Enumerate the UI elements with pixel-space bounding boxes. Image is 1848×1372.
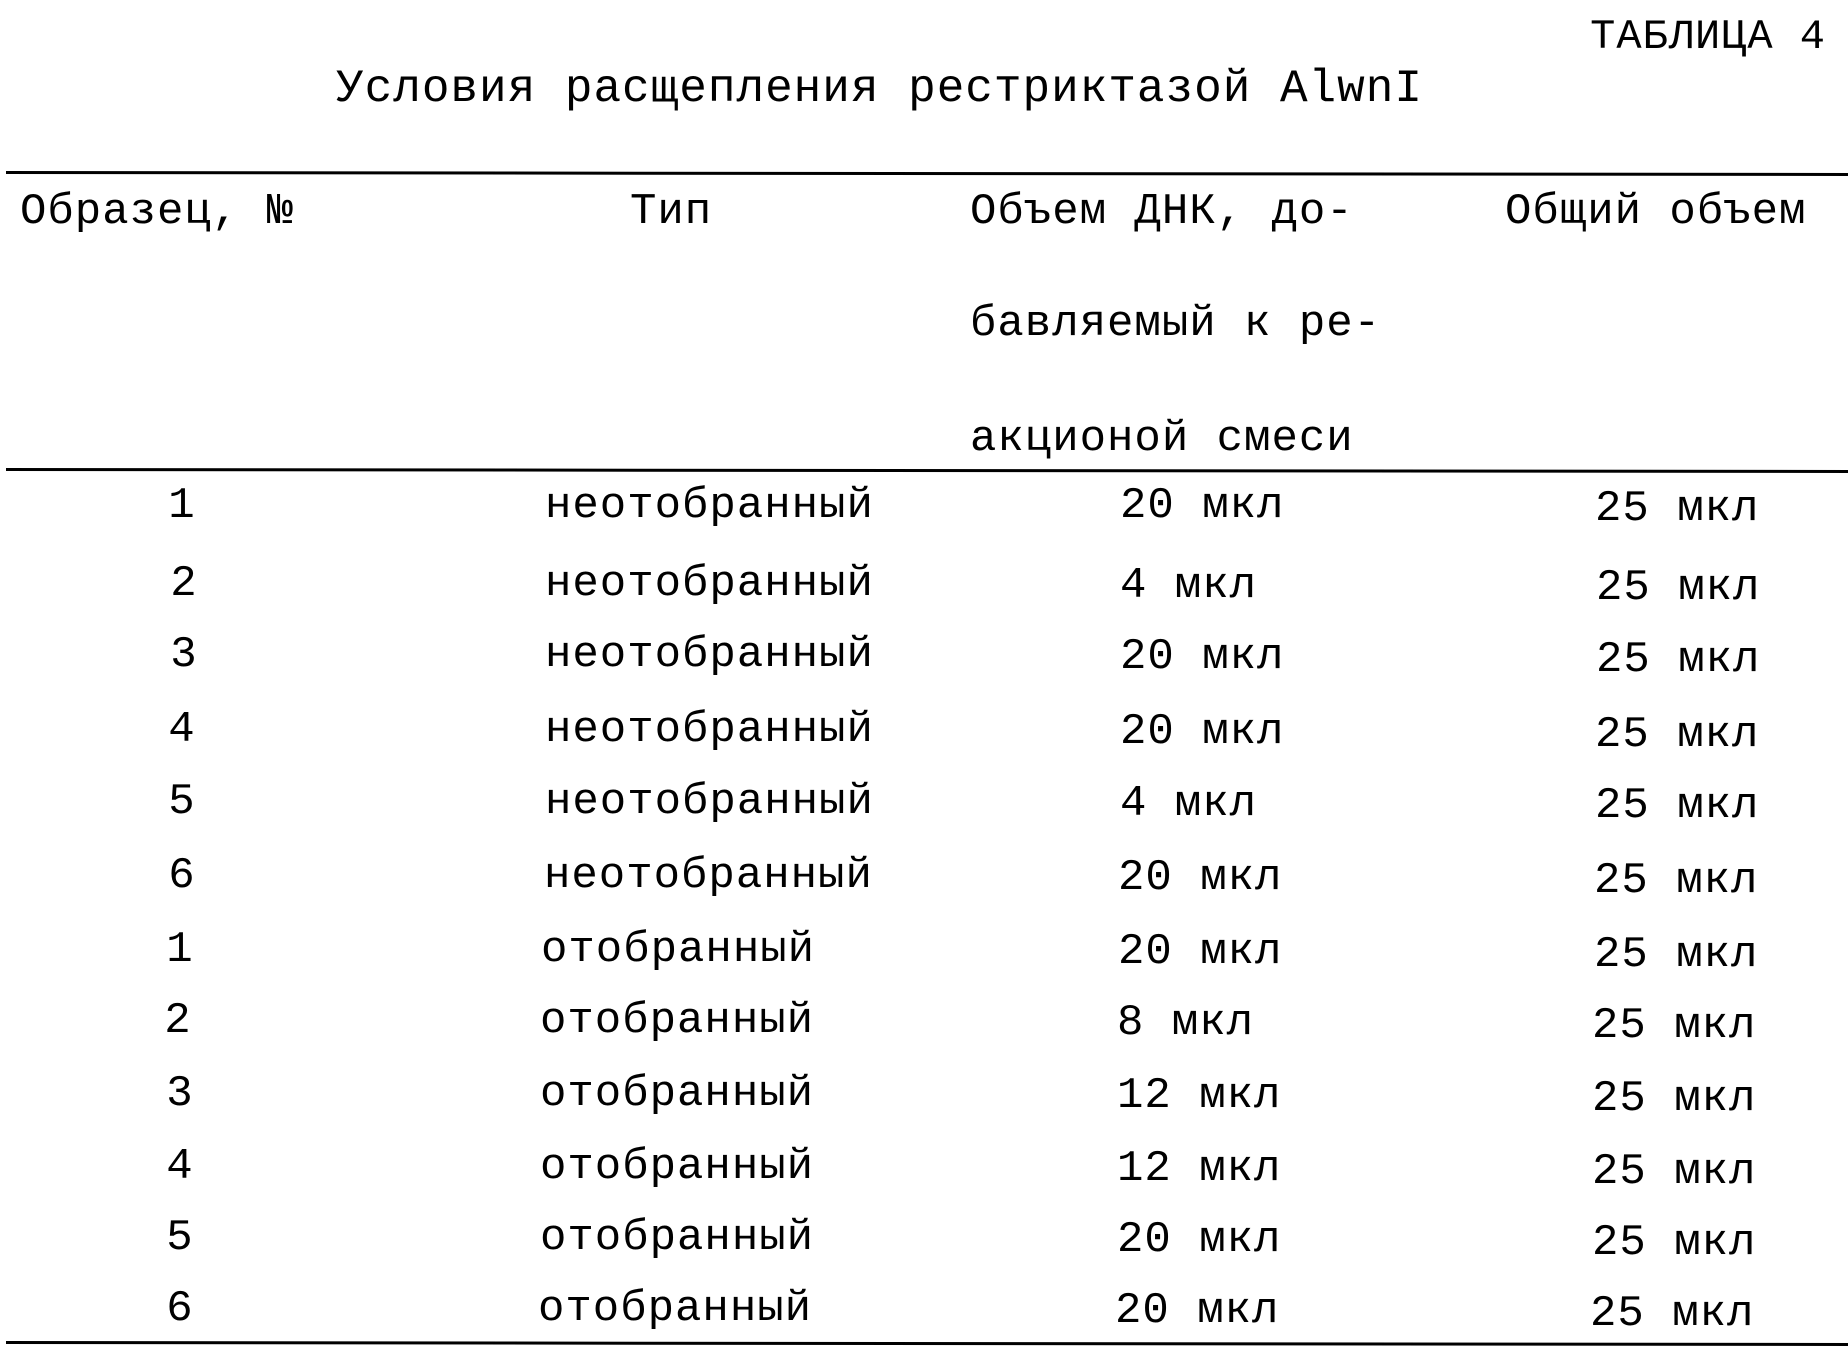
cell-sample: 5 (166, 1213, 194, 1263)
cell-sample: 3 (170, 630, 198, 680)
header-dna-volume-line-1: Объем ДНК, до- (970, 187, 1354, 237)
cell-dna-volume: 20 мкл (1120, 481, 1285, 531)
cell-total-volume: 25 мкл (1592, 1074, 1757, 1124)
cell-dna-volume: 20 мкл (1118, 927, 1283, 977)
cell-total-volume: 25 мкл (1594, 930, 1759, 980)
cell-type: неотобранный (545, 630, 874, 680)
cell-type: неотобранный (545, 481, 874, 531)
cell-type: неотобранный (545, 705, 874, 755)
table-header-rule (6, 468, 1848, 473)
cell-sample: 4 (166, 1142, 194, 1192)
cell-dna-volume: 4 мкл (1120, 561, 1258, 611)
cell-total-volume: 25 мкл (1592, 1218, 1757, 1268)
cell-dna-volume: 20 мкл (1120, 632, 1285, 682)
cell-dna-volume: 20 мкл (1115, 1286, 1280, 1336)
cell-total-volume: 25 мкл (1590, 1289, 1755, 1339)
cell-sample: 6 (168, 851, 196, 901)
cell-dna-volume: 12 мкл (1117, 1071, 1282, 1121)
cell-total-volume: 25 мкл (1595, 781, 1760, 831)
cell-sample: 2 (170, 559, 198, 609)
cell-type: отобранный (540, 1213, 815, 1263)
table-top-rule (6, 171, 1848, 176)
cell-total-volume: 25 мкл (1592, 1001, 1757, 1051)
cell-type: отобранный (540, 1069, 815, 1119)
table-number-label: ТАБЛИЦА 4 (1590, 13, 1826, 61)
table-bottom-rule (6, 1341, 1848, 1346)
cell-sample: 2 (164, 996, 192, 1046)
cell-type: отобранный (540, 996, 815, 1046)
cell-dna-volume: 12 мкл (1117, 1144, 1282, 1194)
cell-dna-volume: 20 мкл (1118, 853, 1283, 903)
cell-type: неотобранный (545, 559, 874, 609)
cell-sample: 6 (166, 1284, 194, 1334)
header-dna-volume-line-2: бавляемый к ре- (970, 299, 1382, 349)
cell-total-volume: 25 мкл (1595, 710, 1760, 760)
cell-type: неотобранный (545, 777, 874, 827)
cell-sample: 3 (166, 1069, 194, 1119)
cell-sample: 5 (168, 777, 196, 827)
cell-total-volume: 25 мкл (1595, 484, 1760, 534)
cell-type: отобранный (538, 1284, 813, 1334)
cell-type: неотобранный (544, 851, 873, 901)
cell-dna-volume: 4 мкл (1120, 779, 1258, 829)
cell-sample: 1 (168, 481, 196, 531)
header-total-volume: Общий объем (1505, 187, 1807, 237)
cell-dna-volume: 20 мкл (1120, 707, 1285, 757)
cell-type: отобранный (541, 925, 816, 975)
cell-dna-volume: 20 мкл (1117, 1215, 1282, 1265)
cell-total-volume: 25 мкл (1594, 856, 1759, 906)
cell-type: отобранный (540, 1142, 815, 1192)
cell-total-volume: 25 мкл (1596, 563, 1761, 613)
header-sample-number: Образец, № (20, 187, 295, 237)
header-type: Тип (630, 187, 713, 237)
cell-dna-volume: 8 мкл (1117, 998, 1255, 1048)
cell-total-volume: 25 мкл (1592, 1147, 1757, 1197)
cell-sample: 4 (168, 705, 196, 755)
header-dna-volume-line-3: акционой смеси (970, 414, 1354, 464)
cell-sample: 1 (166, 925, 194, 975)
cell-total-volume: 25 мкл (1596, 635, 1761, 685)
table-caption: Условия расщепления рестриктазой AlwnI (336, 63, 1423, 115)
